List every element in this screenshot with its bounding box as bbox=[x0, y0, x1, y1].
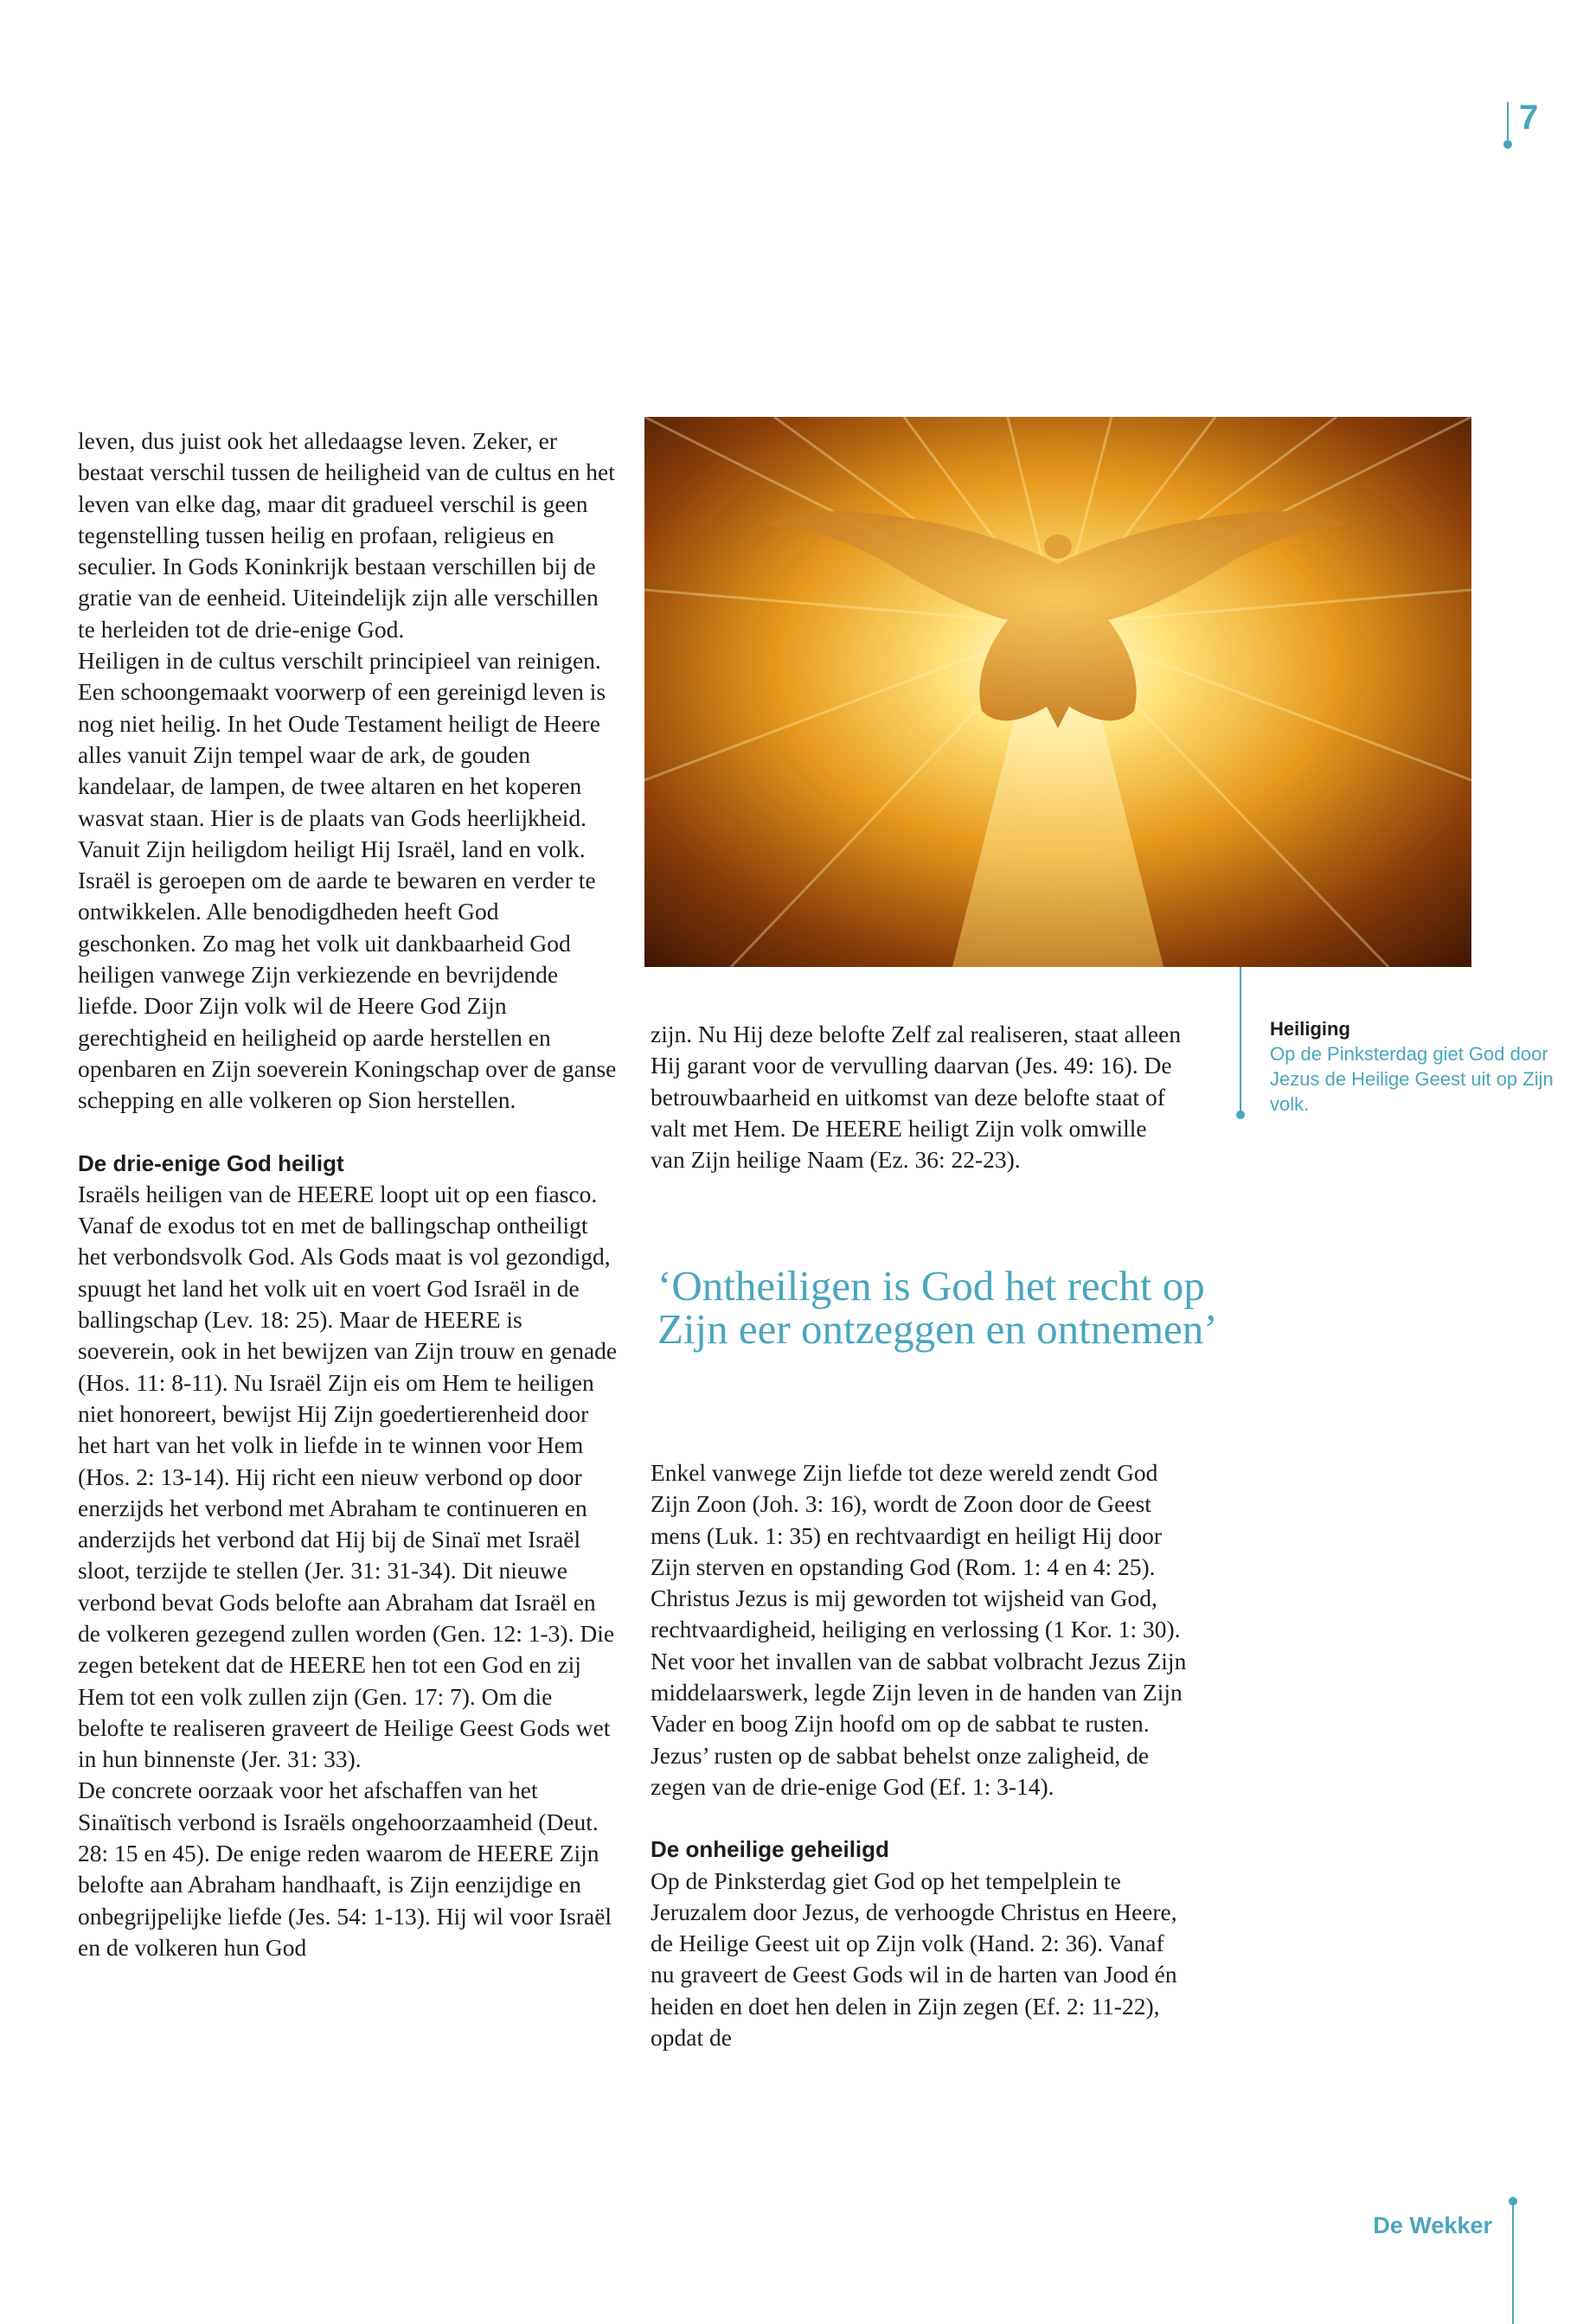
caption-rule bbox=[1240, 967, 1241, 1116]
photo-caption bbox=[1270, 1016, 1555, 1117]
middle-column-top bbox=[651, 1019, 1187, 1175]
body-paragraph: Heiligen in de cultus verschilt principieel van reinigen. Een schoongemaakt voorwerp of een gereinigd leven is nog niet heilig. In het Oude Testament heiligt de Heere alles vanuit Zijn tempel waar de ark, de gouden kandelaar, de lampen, de twee altaren en het koperen wasvat staan. Hier is de plaats van Gods heerlijkheid. Vanuit Zijn heiligdom heiligt Hij Israël, land en volk. Israël is geroepen om de aarde te bewaren en verder te ontwikkelen. Alle benodigdheden heeft God geschonken. Zo mag het volk uit dankbaarheid God heiligen vanwege Zijn verkiezende en bevrijdende liefde. Door Zijn volk wil de Heere God Zijn gerechtigheid en heiligheid op aarde herstellen en openbaren en Zijn soeverein Koningschap over de ganse schepping en alle volkeren op Sion herstellen. bbox=[78, 647, 617, 1114]
footer-rule bbox=[1512, 2201, 1514, 2324]
section-heading: De onheilige geheiligd bbox=[651, 1836, 889, 1863]
body-paragraph: Israëls heiligen van de HEERE loopt uit op een fiasco. Vanaf de exodus tot en met de ballingschap ontheiligt het verbondsvolk God. Als Gods maat is vol gezondigd, spuugt het land het volk uit en voert God Israël in de ballingschap (Lev. 18: 25). Maar de HEERE is soeverein, ook in het bewijzen van Zijn trouw en genade (Hos. 11: 8-11). Nu Israël Zijn eis om Hem te heiligen niet honoreert, bewijst Hij Zijn goedertierenheid door het hart van het volk in liefde in te winnen voor Hem (Hos. 2: 13-14). Hij richt een nieuw verbond op door enerzijds het verbond met Abraham te continueren en anderzijds het verbond dat Hij bij de Sinaï met Israël sloot, terzijde te stellen (Jer. 31: 31-34). Dit nieuwe verbond bevat Gods belofte aan Abraham dat Israël en de volkeren gezegend zullen worden (Gen. 12: 1-3). Die zegen betekent dat de HEERE hen tot een God en zij Hem tot een volk zullen zijn (Gen. 17: 7). Om die belofte te realiseren graveert de Heilige Geest Gods wet in hun binnenste (Jer. 31: 33). bbox=[78, 1180, 618, 1773]
dove-illustration bbox=[644, 417, 1471, 967]
caption-title: Heiliging bbox=[1270, 1018, 1350, 1040]
left-column bbox=[78, 426, 619, 1963]
dove-light-photo bbox=[644, 417, 1471, 967]
caption-dot bbox=[1236, 1111, 1245, 1119]
body-paragraph: zijn. Nu Hij deze belofte Zelf zal realiseren, staat alleen Hij garant voor de vervulling daarvan (Jes. 49: 16). De betrouwbaarheid en uitkomst van deze belofte staat of valt met Hem. De HEERE heiligt Zijn volk omwille van Zijn heilige Naam (Ez. 36: 22-23). bbox=[651, 1021, 1182, 1174]
body-paragraph: Op de Pinksterdag giet God op het tempelplein te Jeruzalem door Jezus, de verhoogde Christus en Heere, de Heilige Geest uit op Zijn volk (Hand. 2: 36). Vanaf nu graveert de Geest Gods wil in de harten van Jood én heiden en doet hen delen in Zijn zegen (Ef. 2: 11-22), opdat de bbox=[651, 1866, 1177, 2052]
body-paragraph: Enkel vanwege Zijn liefde tot deze wereld zendt God Zijn Zoon (Joh. 3: 16), wordt de Zoon door de Geest mens (Luk. 1: 35) en rechtvaardigt en heiligt Hij door Zijn sterven en opstanding God (Rom. 1: 4 en 4: 25). Christus Jezus is mij geworden tot wijsheid van God, rechtvaardigheid, heiliging en verlossing (1 Kor. 1: 30). Net voor het invallen van de sabbat volbracht Jezus Zijn middelaarswerk, legde Zijn leven in de handen van Zijn Vader en boog Zijn hoofd om op de sabbat te rusten. Jezus’ rusten op de sabbat behelst onze zaligheid, de zegen van de drie-enige God (Ef. 1: 3-14). bbox=[651, 1459, 1187, 1800]
pull-quote: ‘Ontheiligen is God het recht op Zijn eer ontzeggen en ontnemen’ bbox=[657, 1262, 1218, 1353]
section-heading: De drie-enige God heiligt bbox=[78, 1149, 344, 1176]
page-number-rule bbox=[1507, 102, 1509, 142]
caption-text: Op de Pinksterdag giet God door Jezus de Heilige Geest uit op Zijn volk. bbox=[1270, 1043, 1554, 1115]
body-paragraph: leven, dus juist ook het alledaagse leven. Zeker, er bestaat verschil tussen de heiligheid van de cultus en het leven van elke dag, maar dit gradueel verschil is geen tegenstelling tussen heilig en profaan, religieus en seculier. In Gods Koninkrijk bestaan verschillen bij de gratie van de eenheid. Uiteindelijk zijn alle verschillen te herleiden tot de drie-enige God. bbox=[78, 427, 615, 643]
page-number-dot bbox=[1503, 140, 1512, 149]
magazine-name: De Wekker bbox=[1373, 2212, 1492, 2238]
middle-column-bottom bbox=[651, 1457, 1187, 2053]
page-number: 7 bbox=[1519, 99, 1539, 137]
body-paragraph: De concrete oorzaak voor het afschaffen van het Sinaïtisch verbond is Israëls ongehoorzaamheid (Deut. 28: 15 en 45). De enige reden waarom de HEERE Zijn belofte aan Abraham handhaaft, is Zijn eenzijdige en onbegrijpelijke liefde (Jes. 54: 1-13). Hij wil voor Israël en de volkeren hun God bbox=[78, 1777, 612, 1961]
